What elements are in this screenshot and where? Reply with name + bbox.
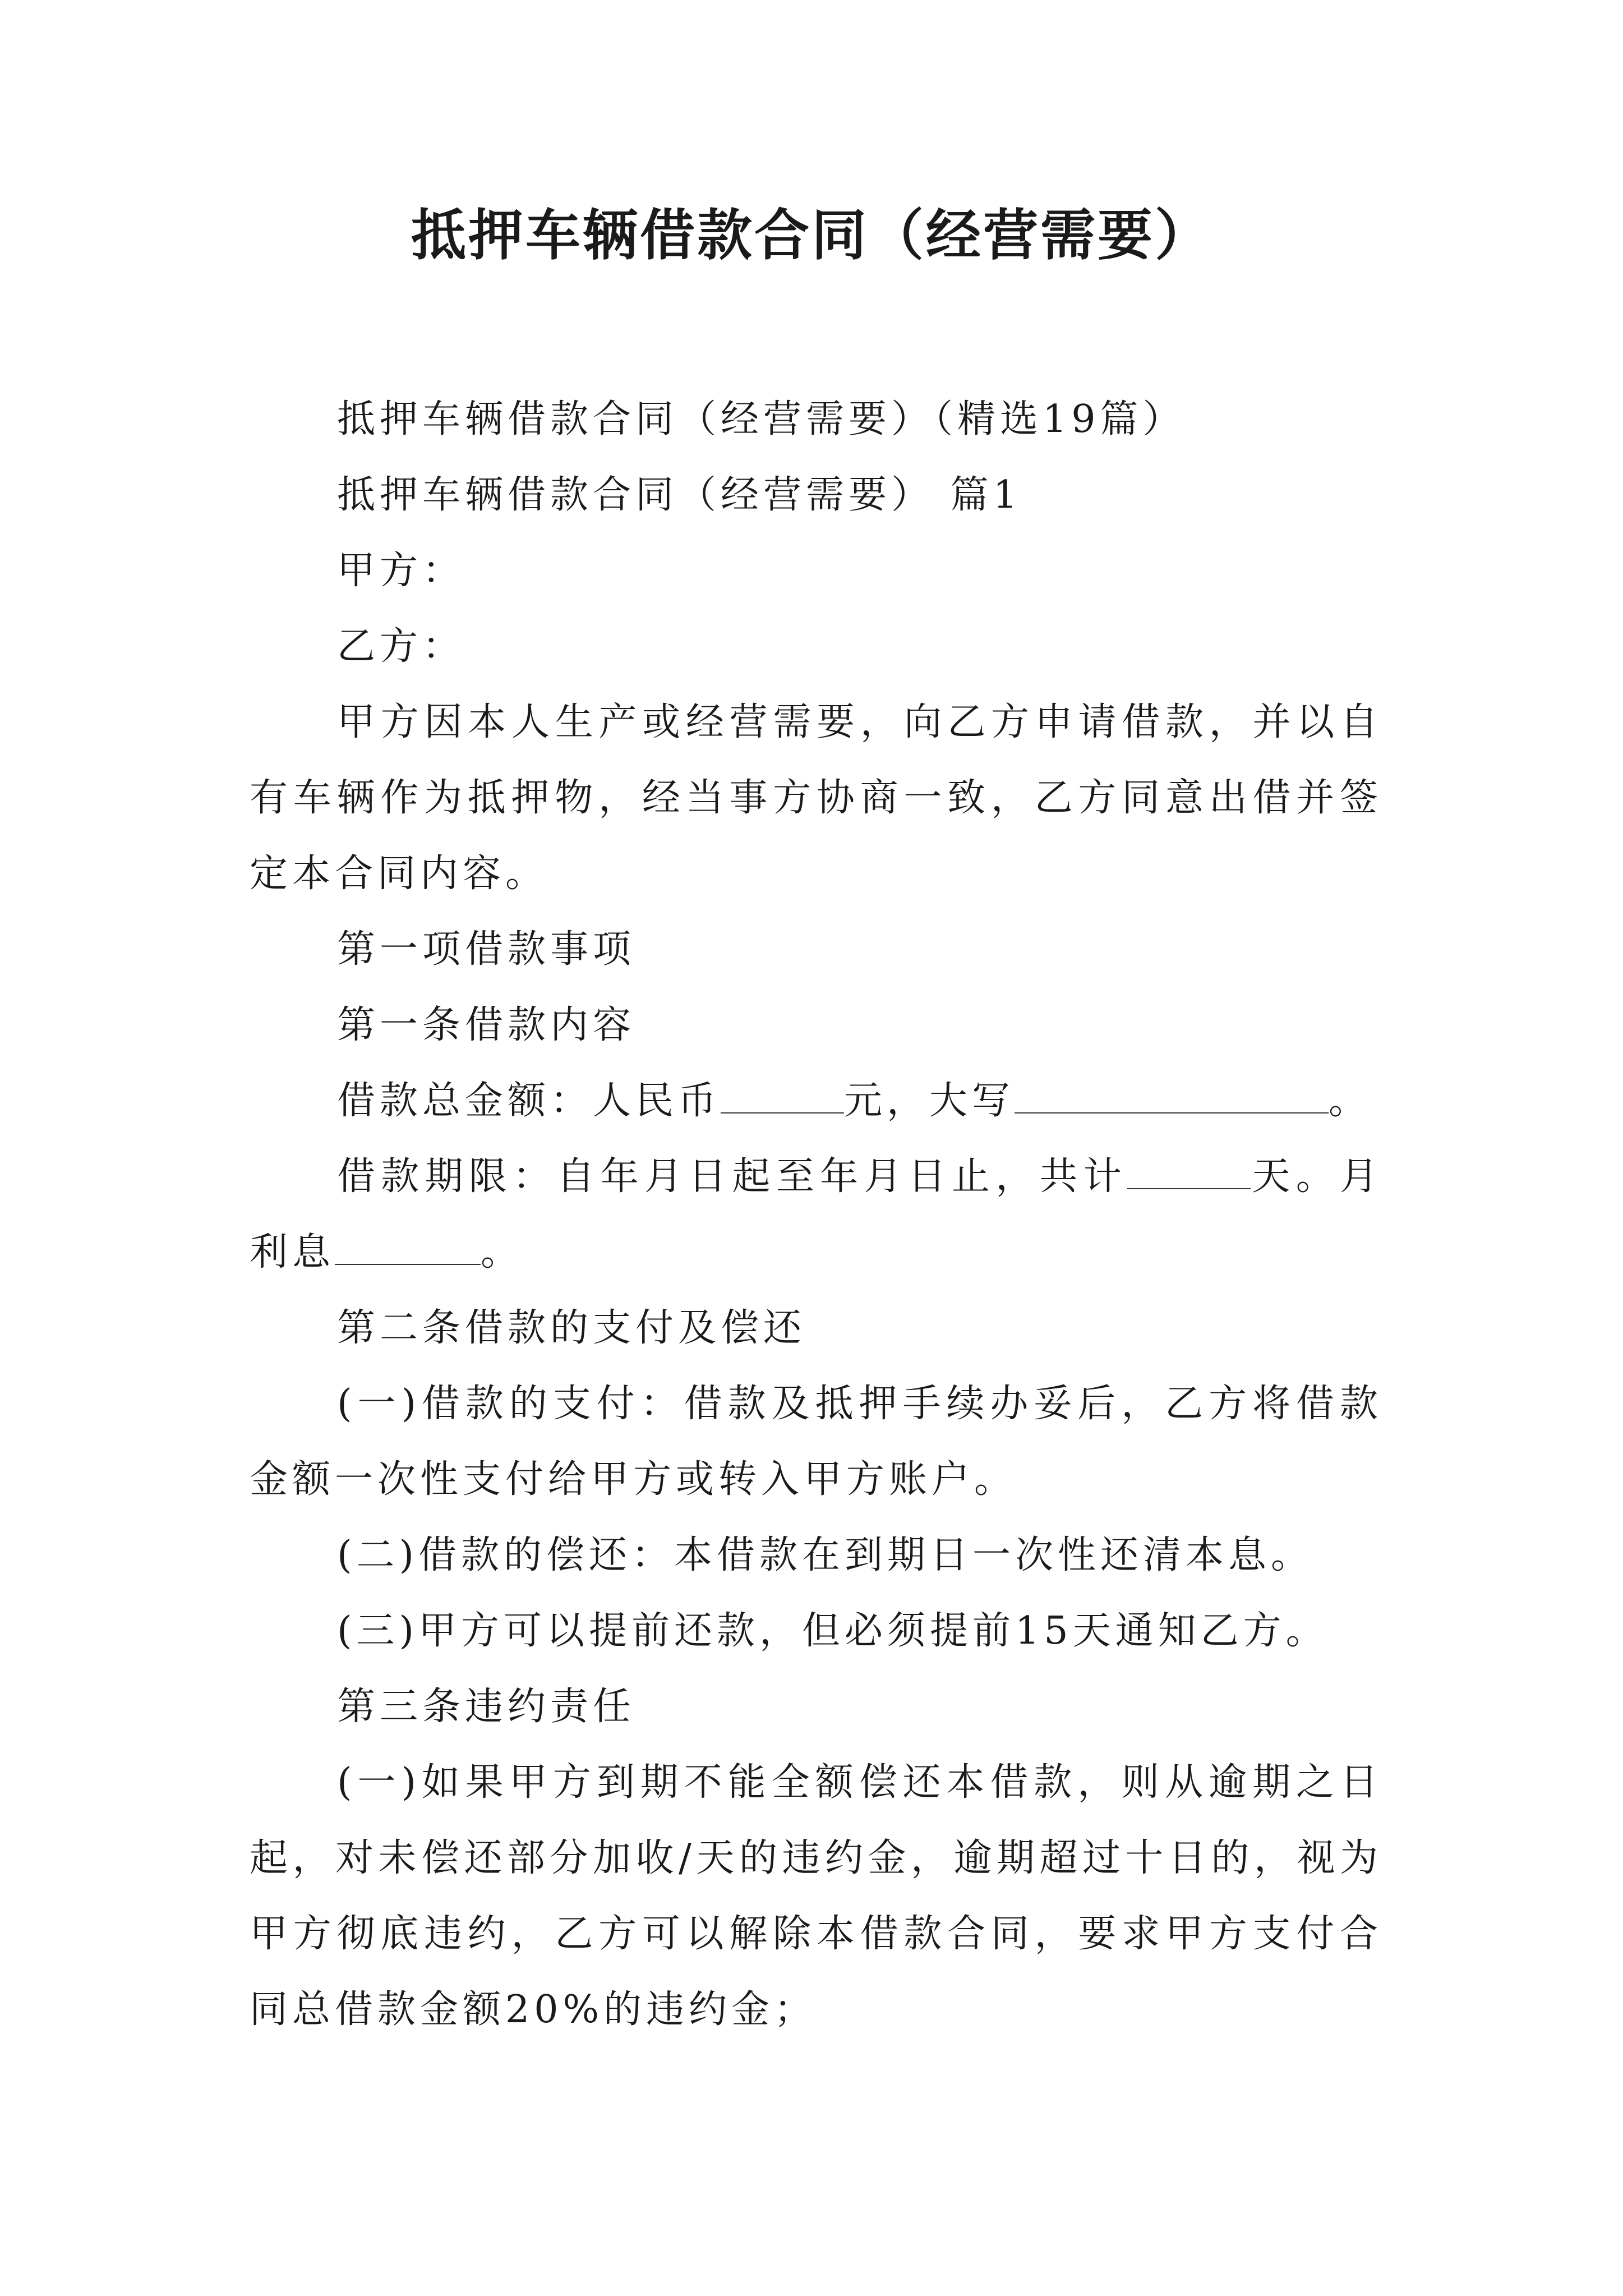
capital-amount-blank [1015,1076,1329,1114]
paragraph-preamble: 甲方因本人生产或经营需要，向乙方申请借款，并以自有车辆作为抵押物，经当事方协商一致，乙方同意出借并签定本合同内容。 [250,700,1382,896]
paragraph-subtitle: 抵押车辆借款合同（经营需要）（精选19篇） [337,397,1186,441]
paragraph-payment: (一)借款的支付：借款及抵押手续办妥后，乙方将借款金额一次性支付给甲方或转入甲方账户。 [250,1382,1382,1502]
paragraph-repayment: (二)借款的偿还：本借款在到期日一次性还清本息。 [337,1533,1314,1577]
loan-amount-capital-label: 元，大写 [844,1079,1015,1123]
paragraph-party-a: 甲方： [337,549,465,593]
paragraph-loan-term [250,1139,1382,1290]
paragraph-default-clause: (一)如果甲方到期不能全额偿还本借款，则从逾期之日起，对未偿还部分加收/天的违约金，逾期超过十日的，视为甲方彻底违约，乙方可以解除本借款合同，要求甲方支付合同总借款金额20%的违约金； [250,1760,1382,2032]
loan-term-label: 借款期限：自年月日起至年月日止，共计 [337,1154,1128,1199]
interest-blank [335,1228,481,1265]
loan-amount-label: 借款总金额：人民币 [337,1079,721,1123]
monthly-interest-label: 天。月利息 [250,1154,1382,1274]
paragraph-article-2: 第二条借款的支付及偿还 [337,1306,806,1350]
paragraph-item-1: 第一项借款事项 [337,927,636,972]
paragraph-article-3: 第三条违约责任 [337,1685,636,1729]
loan-term-end: 。 [481,1230,524,1274]
paragraph-party-b: 乙方： [337,624,465,669]
loan-amount-end: 。 [1329,1079,1372,1123]
paragraph-early-repayment: (三)甲方可以提前还款，但必须提前15天通知乙方。 [337,1609,1329,1653]
document-title: 抵押车辆借款合同（经营需要） [411,204,1212,268]
days-blank [1127,1152,1251,1189]
paragraph-loan-amount [250,1063,1382,1139]
amount-blank [721,1076,844,1114]
paragraph-article-1: 第一条借款内容 [337,1003,636,1047]
paragraph-section-heading: 抵押车辆借款合同（经营需要） 篇1 [337,473,1022,517]
document-body [250,381,1382,2047]
